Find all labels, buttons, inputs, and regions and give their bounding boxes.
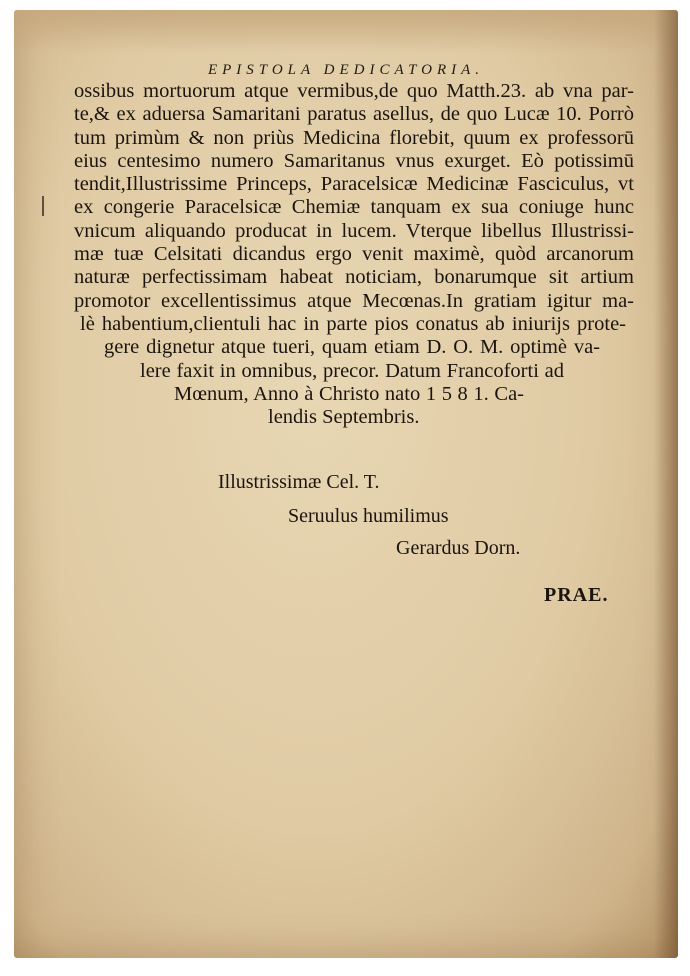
closing-humble: Seruulus humilimus [288,505,449,527]
dedication-text [74,80,634,429]
text-line: lè habentium,clientuli hac in parte pios conatus ab iniurijs prote- [80,312,626,335]
closing-salutation: Illustrissimæ Cel. T. [218,471,380,493]
text-line: eius centesimo numero Samaritanus vnus exurget. Eò potissimū [74,149,634,172]
text-line: promotor excellentissimus atque Mecœnas.In gratiam igitur ma- [74,289,634,312]
running-title: EPISTOLA DEDICATORIA. [207,62,485,78]
text-line: vnicum aliquando producat in lucem. Vterque libellus Illustrissi- [74,219,634,242]
book-page [14,10,678,958]
text-line: tendit,Illustrissime Princeps, Paracelsicæ Medicinæ Fasciculus, vt [74,173,634,196]
text-line: ex congerie Paracelsicæ Chemiæ tanquam ex sua coniuge hunc [74,196,634,219]
text-line: naturæ perfectissimam habeat noticiam, bonarumque sit artium [74,266,634,289]
catchword: PRAE. [544,584,609,606]
text-line: ossibus mortuorum atque vermibus,de quo Matth.23. ab vna par- [74,80,634,102]
text-line: mæ tuæ Celsitati dicandus ergo venit maximè, quòd arcanorum [74,243,634,266]
margin-mark [42,196,44,216]
text-line: te,& ex aduersa Samaritani paratus asellus, de quo Lucæ 10. Porrò [74,103,634,126]
text-line: lere faxit in omnibus, precor. Datum Francoforti ad [140,359,564,382]
text-line: lendis Septembris. [268,406,420,429]
author-signature: Gerardus Dorn. [396,537,521,559]
text-line: tum primùm & non priùs Medicina florebit, quum ex professorū [74,126,634,149]
text-line: Mœnum, Anno à Christo nato 1 5 8 1. Ca- [174,382,524,405]
text-line: gere dignetur atque tueri, quam etiam D. O. M. optimè va- [104,336,600,359]
